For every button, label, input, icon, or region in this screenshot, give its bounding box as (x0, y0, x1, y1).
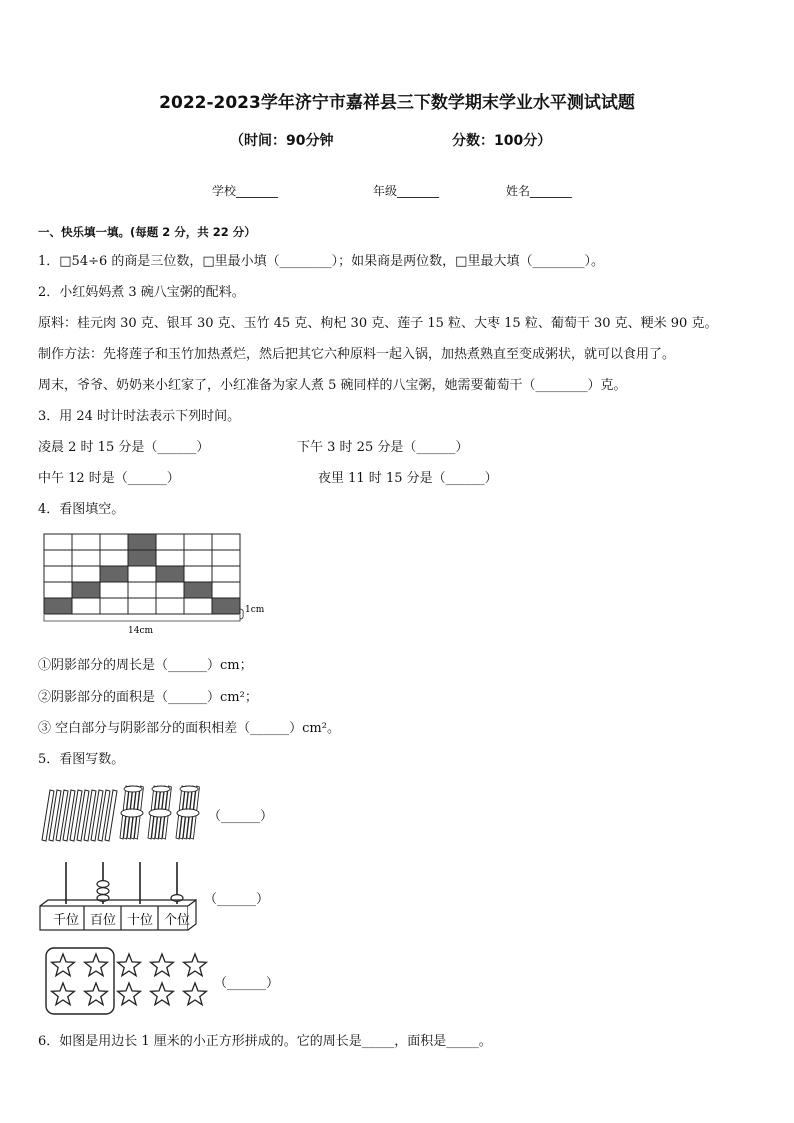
stars-figure (44, 946, 219, 1018)
question-2-question: 周末，爷爷、奶奶来小红家了，小红准备为家人煮 5 碗同样的八宝粥，她需要葡萄干（________）克。 (38, 378, 627, 393)
grid-cell (128, 566, 156, 582)
school-field: 学校_______ (212, 184, 279, 198)
abacus-label: 十位 (126, 913, 154, 928)
question-3-a: 凌晨 2 时 15 分是（______） (38, 440, 210, 455)
question-2-ingredients: 原料：桂元肉 30 克、银耳 30 克、玉竹 45 克、枸杞 30 克、莲子 15 粒、大枣 15 粒、葡萄干 30 克、粳米 90 克。 (38, 316, 718, 331)
abacus-figure (38, 858, 203, 933)
question-2-stem: 2．小红妈妈煮 3 碗八宝粥的配料。 (38, 285, 245, 300)
answer-blank-1: （______） (208, 809, 274, 824)
shaded-cell (100, 566, 128, 582)
abacus-bead (97, 881, 109, 888)
question-4-a: ①阴影部分的周长是（______）cm； (38, 658, 253, 673)
exam-time: （时间：90分钟 (230, 133, 334, 149)
dim-width-label: 14cm (128, 626, 154, 636)
question-4-stem: 4．看图填空。 (38, 502, 125, 517)
grid-cell (72, 534, 100, 550)
grid-figure (40, 530, 280, 640)
shaded-cell (156, 566, 184, 582)
grid-cell (128, 582, 156, 598)
stick-bundle (176, 786, 199, 839)
star-icon (118, 954, 141, 976)
star-icon (52, 983, 75, 1005)
grid-cell (44, 582, 72, 598)
question-3-c: 中午 12 时是（______） (38, 471, 180, 486)
abacus-label: 千位 (52, 913, 80, 928)
star-icon (151, 983, 174, 1005)
question-3-stem: 3．用 24 时计时法表示下列时间。 (38, 409, 241, 424)
abacus-label: 个位 (163, 913, 191, 928)
grid-cell (44, 534, 72, 550)
grid-cell (44, 566, 72, 582)
question-5-stem: 5．看图写数。 (38, 752, 125, 767)
stick-bundle (120, 786, 143, 839)
grid-cell (156, 582, 184, 598)
grid-cell (212, 550, 240, 566)
grid-cell (128, 598, 156, 614)
star-icon (184, 983, 207, 1005)
grid-cell (72, 550, 100, 566)
stick-bundle (148, 786, 171, 839)
shaded-cell (128, 550, 156, 566)
question-2-method: 制作方法：先将莲子和玉竹加热煮烂，然后把其它六种原料一起入锅，加热煮熟直至变成粥状，就可以食用了。 (38, 347, 676, 362)
star-icon (85, 954, 108, 976)
grid-cell (72, 598, 100, 614)
question-3-b: 下午 3 时 25 分是（______） (297, 440, 469, 455)
sticks-figure (40, 782, 220, 852)
question-1: 1．□54÷6 的商是三位数，□里最小填（________）；如果商是两位数，□里最大填（________）。 (38, 254, 604, 269)
star-icon (151, 954, 174, 976)
grid-cell (156, 534, 184, 550)
abacus-bead (97, 888, 109, 895)
grid-cell (156, 550, 184, 566)
answer-blank-2: （______） (204, 892, 270, 907)
grid-cell (212, 534, 240, 550)
abacus-label: 百位 (89, 913, 117, 928)
shaded-cell (72, 582, 100, 598)
grid-cell (184, 598, 212, 614)
grid-cell (212, 566, 240, 582)
grid-cell (72, 566, 100, 582)
grid-cell (156, 598, 184, 614)
grid-cell (100, 582, 128, 598)
grid-cell (44, 550, 72, 566)
grid-cell (100, 598, 128, 614)
question-4-c: ③ 空白部分与阴影部分的面积相差（______）cm²。 (38, 721, 340, 736)
section-heading: 一、快乐填一填。(每题 2 分，共 22 分） (38, 225, 256, 239)
grid-cell (212, 582, 240, 598)
star-icon (52, 954, 75, 976)
shaded-cell (184, 582, 212, 598)
question-6: 6．如图是用边长 1 厘米的小正方形拼成的。它的周长是_____，面积是_____。 (38, 1034, 492, 1049)
name-field: 姓名_______ (506, 184, 573, 198)
answer-blank-3: （______） (214, 976, 280, 991)
grid-cell (100, 550, 128, 566)
dim-height-label: 1cm (245, 605, 265, 615)
question-3-d: 夜里 11 时 15 分是（______） (318, 471, 498, 486)
star-icon (118, 983, 141, 1005)
grid-cell (184, 566, 212, 582)
shaded-cell (44, 598, 72, 614)
grid-cell (184, 550, 212, 566)
star-icon (85, 983, 108, 1005)
star-icon (184, 954, 207, 976)
shaded-cell (212, 598, 240, 614)
exam-score: 分数：100分） (452, 133, 552, 149)
page-title: 2022-2023学年济宁市嘉祥县三下数学期末学业水平测试试题 (159, 93, 635, 113)
grid-cell (100, 534, 128, 550)
question-4-b: ②阴影部分的面积是（______）cm²； (38, 690, 258, 705)
grid-cell (184, 534, 212, 550)
shaded-cell (128, 534, 156, 550)
grade-field: 年级_______ (373, 184, 440, 198)
